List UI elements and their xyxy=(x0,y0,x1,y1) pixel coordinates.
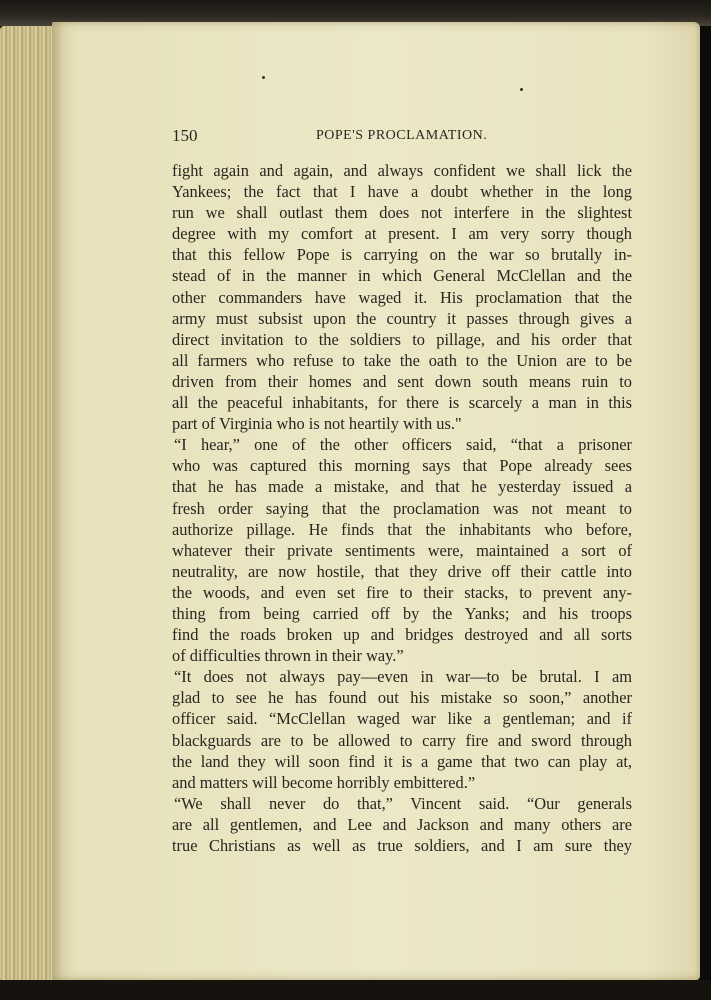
text-line: driven from their homes and sent down south means ruin to xyxy=(172,371,632,391)
text-line: all farmers who refuse to take the oath to the Union are to be xyxy=(172,350,632,370)
text-line: fight again and again, and always confident we shall lick the xyxy=(172,161,632,180)
text-line: whatever their private sentiments were, maintained a sort of xyxy=(172,540,632,560)
text-line: Yankees; the fact that I have a doubt whether in the long xyxy=(172,182,632,202)
text-line: degree with my comfort at present. I am very sorry though xyxy=(172,224,632,244)
text-line: that he has made a mistake, and that he yesterday issued a xyxy=(172,477,632,497)
text-line: “We shall never do that,” Vincent said. “Our generals xyxy=(174,793,632,813)
text-line: direct invitation to the soldiers to pillage, and his order that xyxy=(172,329,632,349)
text-line: are all gentlemen, and Lee and Jackson and many others are xyxy=(172,814,632,834)
text-line: of difficulties thrown in their way.” xyxy=(172,646,404,666)
text-line: fresh order saying that the proclamation was not meant to xyxy=(172,498,632,518)
text-line: neutrality, are now hostile, that they drive off their cattle into xyxy=(172,561,632,581)
text-line: authorize pillage. He finds that the inhabitants who before, xyxy=(172,519,632,539)
body-text xyxy=(172,160,632,856)
bottom-edge-shadow xyxy=(0,980,711,1000)
text-line: army must subsist upon the country it passes through gives a xyxy=(172,308,632,328)
ink-speck xyxy=(262,76,265,79)
text-line: glad to see he has found out his mistake so soon,” another xyxy=(172,688,632,708)
page-number: 150 xyxy=(172,126,198,145)
page-stack-edges xyxy=(0,26,58,984)
text-line: who was captured this morning says that Pope already sees xyxy=(172,456,632,476)
text-line: thing from being carried off by the Yanks; and his troops xyxy=(172,603,632,623)
text-line: all the peaceful inhabitants, for there is scarcely a man in this xyxy=(172,393,632,413)
text-line: true Christians as well as true soldiers, and I am sure they xyxy=(172,836,632,855)
ink-speck xyxy=(520,88,523,91)
text-line: stead of in the manner in which General McClellan and the xyxy=(172,266,632,286)
text-line: officer said. “McClellan waged war like a gentleman; and if xyxy=(172,709,632,729)
text-line: other commanders have waged it. His proclamation that the xyxy=(172,287,632,307)
text-line: that this fellow Pope is carrying on the war so brutally in- xyxy=(172,245,632,265)
text-line: run we shall outlast them does not interfere in the slightest xyxy=(172,203,632,223)
text-line: and matters will become horribly embittered.” xyxy=(172,772,476,792)
text-line: part of Virginia who is not heartily with us." xyxy=(172,414,462,434)
text-line: “It does not always pay—even in war—to be brutal. I am xyxy=(174,667,632,687)
text-line: blackguards are to be allowed to carry fire and sword through xyxy=(172,730,632,750)
running-title: POPE'S PROCLAMATION. xyxy=(316,128,488,143)
text-line: the land they will soon find it is a game that two can play at, xyxy=(172,751,632,771)
text-line: “I hear,” one of the other officers said, “that a prisoner xyxy=(174,435,632,455)
page-header xyxy=(172,126,632,150)
text-line: the woods, and even set fire to their stacks, to prevent any- xyxy=(172,582,632,602)
text-line: find the roads broken up and bridges destroyed and all sorts xyxy=(172,625,632,645)
